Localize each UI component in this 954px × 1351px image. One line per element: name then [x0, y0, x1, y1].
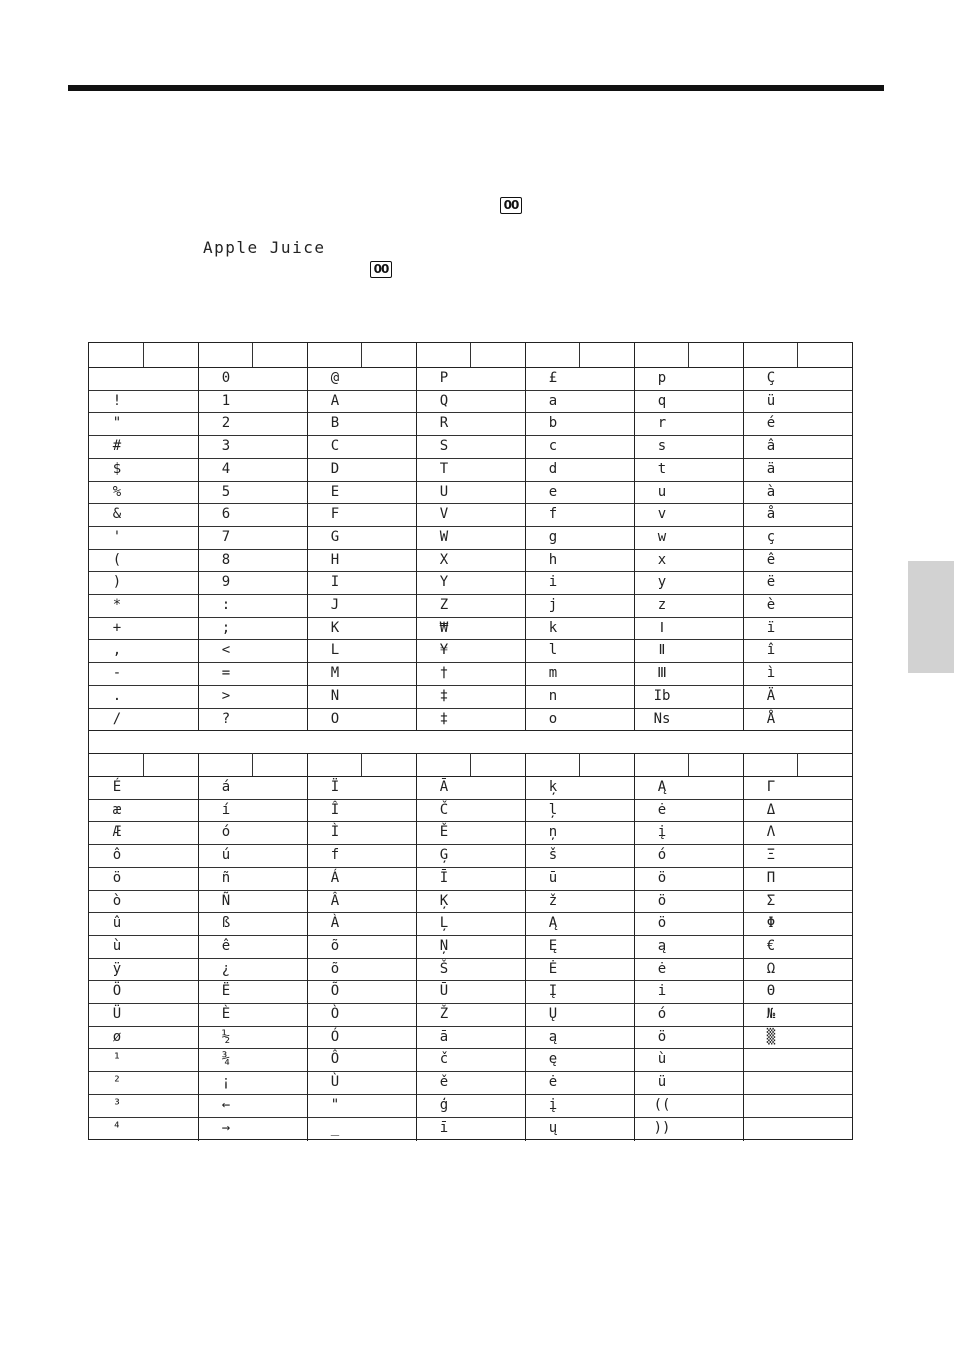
double-zero-key-icon: 00: [370, 261, 392, 278]
character-cell: L: [330, 642, 340, 659]
character-cell: ½: [221, 1028, 231, 1045]
character-cell: ⁴: [112, 1119, 122, 1136]
column-rule: [198, 343, 199, 730]
character-cell: Σ: [766, 892, 776, 909]
character-cell: €: [766, 937, 776, 954]
character-cell: č: [439, 1051, 449, 1068]
header-subrule: [688, 753, 689, 776]
character-cell: ▒: [766, 1028, 776, 1045]
character-cell: y: [657, 574, 667, 591]
row-rule: [89, 821, 852, 822]
character-cell: ą: [548, 1028, 558, 1045]
header-subrule: [143, 343, 144, 367]
character-cell: Π: [766, 869, 776, 886]
character-cell: ‡: [439, 710, 449, 727]
character-cell: Ė: [548, 960, 558, 977]
character-cell: 3: [221, 438, 231, 455]
character-cell: ě: [439, 1074, 449, 1091]
character-cell: Ķ: [439, 892, 449, 909]
row-rule: [89, 890, 852, 891]
character-cell: ß: [221, 915, 231, 932]
row-rule: [89, 549, 852, 550]
character-cell: a: [548, 392, 558, 409]
row-rule: [89, 958, 852, 959]
character-cell: Ò: [330, 1006, 340, 1022]
character-cell: ←: [221, 1096, 231, 1113]
header-subrule: [361, 343, 362, 367]
character-cell: ': [112, 528, 122, 545]
header-subrule: [470, 753, 471, 776]
character-cell: _: [330, 1119, 340, 1136]
row-rule: [89, 458, 852, 459]
row-rule: [89, 935, 852, 936]
section-tab: [908, 561, 954, 673]
character-cell: Ⅱ: [658, 642, 666, 659]
double-zero-key-icon: 00: [500, 197, 522, 214]
character-cell: ¾: [221, 1051, 231, 1068]
character-cell: B: [330, 415, 340, 432]
character-cell: F: [330, 506, 340, 523]
column-rule: [634, 753, 635, 1141]
character-cell: g: [548, 528, 558, 545]
character-cell: Ī: [439, 869, 449, 886]
header-subrule: [797, 343, 798, 367]
column-rule: [743, 343, 744, 730]
character-cell: È: [221, 1006, 231, 1022]
character-cell: ū: [548, 869, 558, 886]
character-cell: ç: [766, 528, 776, 545]
header-subrule: [143, 753, 144, 776]
character-cell: #: [112, 438, 122, 455]
character-cell: J: [330, 597, 340, 613]
character-cell: u: [657, 483, 667, 500]
row-rule: [89, 435, 852, 436]
character-cell: Ib: [653, 687, 671, 704]
row-rule: [89, 1048, 852, 1049]
character-cell: ü: [657, 1074, 667, 1091]
row-rule: [89, 503, 852, 504]
character-cell: ī: [439, 1119, 449, 1136]
header-subrule: [252, 753, 253, 776]
character-cell: ė: [548, 1074, 558, 1091]
character-cell: Ä: [766, 687, 776, 704]
character-cell: [751, 1117, 791, 1139]
character-cell: Õ: [330, 983, 340, 1000]
character-cell: №: [766, 1006, 776, 1022]
character-cell: 0: [221, 370, 231, 386]
character-cell: O: [330, 710, 340, 727]
header-subrule: [470, 343, 471, 367]
character-cell: A: [330, 392, 340, 409]
character-cell: ė: [657, 801, 667, 818]
character-cell: Ë: [221, 983, 231, 1000]
character-cell: À: [330, 915, 340, 932]
character-cell: >: [221, 687, 231, 704]
character-cell: į: [657, 824, 667, 841]
column-rule: [416, 753, 417, 1141]
character-cell: ė: [657, 960, 667, 977]
character-cell: Ģ: [439, 847, 449, 864]
character-cell: õ: [330, 937, 340, 954]
character-cell: 8: [221, 551, 231, 568]
character-cell: [751, 1094, 791, 1116]
row-rule: [89, 412, 852, 413]
character-cell: Â: [330, 892, 340, 909]
character-cell: 9: [221, 574, 231, 591]
character-cell: M: [330, 665, 340, 682]
character-cell: à: [766, 483, 776, 500]
character-cell: K: [330, 619, 340, 636]
character-cell: s: [657, 438, 667, 455]
row-rule: [89, 571, 852, 572]
character-cell: C: [330, 438, 340, 455]
character-cell: q: [657, 392, 667, 409]
character-cell: Å: [766, 710, 776, 727]
character-cell: Ñ: [221, 892, 231, 909]
character-cell: Ù: [330, 1074, 340, 1091]
character-cell: ķ: [548, 779, 558, 795]
character-cell: ö: [657, 915, 667, 932]
character-cell: k: [548, 619, 558, 636]
character-cell: P: [439, 370, 449, 386]
character-cell: å: [766, 506, 776, 523]
character-cell: n: [548, 687, 558, 704]
character-cell: ó: [657, 1006, 667, 1022]
character-cell: i: [548, 574, 558, 591]
character-cell: w: [657, 528, 667, 545]
character-cell: Ņ: [439, 937, 449, 954]
character-cell: h: [548, 551, 558, 568]
character-cell: @: [330, 370, 340, 386]
header-subrule: [797, 753, 798, 776]
row-rule: [89, 1003, 852, 1004]
column-rule: [416, 343, 417, 730]
character-cell: ): [112, 574, 122, 591]
character-cell: ä: [766, 460, 776, 477]
row-rule: [89, 1071, 852, 1072]
character-cell: ¥: [439, 642, 449, 659]
character-cell: I: [330, 574, 340, 591]
character-cell: ?: [221, 710, 231, 727]
character-cell: [97, 367, 137, 389]
character-cell: è: [766, 597, 776, 613]
section-rule: [89, 730, 852, 731]
character-cell: á: [221, 779, 231, 795]
character-cell: →: [221, 1119, 231, 1136]
character-cell: ¡: [221, 1074, 231, 1091]
character-cell: -: [112, 665, 122, 682]
character-cell: ā: [439, 1028, 449, 1045]
character-cell: 5: [221, 483, 231, 500]
row-rule: [89, 685, 852, 686]
character-cell: ,: [112, 642, 122, 659]
character-cell: ((: [653, 1096, 671, 1113]
character-cell: f: [548, 506, 558, 523]
character-cell: H: [330, 551, 340, 568]
character-cell: t: [657, 460, 667, 477]
character-cell: ë: [766, 574, 776, 591]
character-cell: Ě: [439, 824, 449, 841]
character-cell: ï: [766, 619, 776, 636]
character-cell: p: [657, 370, 667, 386]
character-cell: Į: [548, 983, 558, 1000]
header-subrule: [579, 343, 580, 367]
character-cell: ó: [657, 847, 667, 864]
row-rule: [89, 594, 852, 595]
character-cell: D: [330, 460, 340, 477]
character-cell: Ą: [657, 779, 667, 795]
character-cell: Á: [330, 869, 340, 886]
character-cell: 6: [221, 506, 231, 523]
row-rule: [89, 1117, 852, 1118]
row-rule: [89, 844, 852, 845]
character-cell: X: [439, 551, 449, 568]
character-cell: Z: [439, 597, 449, 613]
character-cell: o: [548, 710, 558, 727]
character-cell: î: [766, 642, 776, 659]
character-cell: ô: [112, 847, 122, 864]
character-cell: i: [657, 983, 667, 1000]
character-cell: Ž: [439, 1006, 449, 1022]
row-rule: [89, 526, 852, 527]
character-cell: 7: [221, 528, 231, 545]
character-cell: Ì: [330, 824, 340, 841]
character-cell: 2: [221, 415, 231, 432]
character-cell: ļ: [548, 801, 558, 818]
character-cell: ù: [112, 937, 122, 954]
character-cell: õ: [330, 960, 340, 977]
character-cell: ³: [112, 1096, 122, 1113]
character-cell: f: [330, 847, 340, 864]
character-cell: ž: [548, 892, 558, 909]
character-cell: S: [439, 438, 449, 455]
header-subrule: [688, 343, 689, 367]
character-cell: ¹: [112, 1051, 122, 1068]
character-cell: &: [112, 506, 122, 523]
character-cell: ö: [112, 869, 122, 886]
column-rule: [634, 343, 635, 730]
header-rule: [89, 367, 852, 368]
row-rule: [89, 1094, 852, 1095]
character-cell: e: [548, 483, 558, 500]
character-cell: [751, 1071, 791, 1093]
column-rule: [743, 753, 744, 1141]
character-cell: Ų: [548, 1006, 558, 1022]
column-rule: [307, 753, 308, 1141]
character-cell: ": [112, 415, 122, 432]
character-cell: ": [330, 1096, 340, 1113]
character-cell: d: [548, 460, 558, 477]
character-cell: ö: [657, 869, 667, 886]
character-cell: ó: [221, 824, 231, 841]
character-cell: ą: [657, 937, 667, 954]
character-cell: ÿ: [112, 960, 122, 977]
character-cell: <: [221, 642, 231, 659]
character-cell: [751, 1048, 791, 1070]
character-cell: ę: [548, 1051, 558, 1068]
character-cell: ù: [657, 1051, 667, 1068]
character-cell: É: [112, 779, 122, 795]
header-subrule: [252, 343, 253, 367]
character-cell: ₩: [439, 619, 449, 636]
character-cell: Ą: [548, 915, 558, 932]
character-cell: x: [657, 551, 667, 568]
character-cell: Ü: [112, 1006, 122, 1022]
character-cell: W: [439, 528, 449, 545]
character-cell: ‡: [439, 687, 449, 704]
character-cell: ñ: [221, 869, 231, 886]
character-cell: Ç: [766, 370, 776, 386]
character-cell: Γ: [766, 779, 776, 795]
character-cell: 4: [221, 460, 231, 477]
character-cell: ;: [221, 619, 231, 636]
character-cell: Ⅲ: [657, 665, 667, 682]
character-cell: z: [657, 597, 667, 613]
row-rule: [89, 617, 852, 618]
character-cell: /: [112, 710, 122, 727]
character-cell: *: [112, 597, 122, 613]
character-cell: Y: [439, 574, 449, 591]
character-cell: Ξ: [766, 847, 776, 864]
column-rule: [525, 343, 526, 730]
character-table: [88, 342, 853, 1140]
character-cell: ņ: [548, 824, 558, 841]
character-cell: â: [766, 438, 776, 455]
character-cell: Ô: [330, 1051, 340, 1068]
character-cell: !: [112, 392, 122, 409]
character-cell: š: [548, 847, 558, 864]
character-cell: j: [548, 597, 558, 613]
column-rule: [307, 343, 308, 730]
top-rule: [68, 85, 884, 91]
character-cell: .: [112, 687, 122, 704]
character-cell: T: [439, 460, 449, 477]
character-cell: r: [657, 415, 667, 432]
character-cell: û: [112, 915, 122, 932]
character-cell: ê: [221, 937, 231, 954]
character-cell: 1: [221, 392, 231, 409]
character-cell: m: [548, 665, 558, 682]
header-subrule: [361, 753, 362, 776]
character-cell: Θ: [766, 983, 776, 1000]
row-rule: [89, 639, 852, 640]
character-cell: ģ: [439, 1096, 449, 1113]
character-cell: ¿: [221, 960, 231, 977]
row-rule: [89, 708, 852, 709]
character-cell: +: [112, 619, 122, 636]
character-cell: ú: [221, 847, 231, 864]
character-cell: %: [112, 483, 122, 500]
character-cell: Ö: [112, 983, 122, 1000]
character-cell: Ó: [330, 1028, 340, 1045]
character-cell: E: [330, 483, 340, 500]
character-cell: ê: [766, 551, 776, 568]
character-cell: ö: [657, 1028, 667, 1045]
character-cell: Q: [439, 392, 449, 409]
character-cell: ü: [766, 392, 776, 409]
character-cell: Ū: [439, 983, 449, 1000]
character-cell: Ns: [653, 710, 671, 727]
character-cell: Č: [439, 801, 449, 818]
character-cell: Φ: [766, 915, 776, 932]
character-cell: į: [548, 1096, 558, 1113]
character-cell: Δ: [766, 801, 776, 818]
character-cell: (: [112, 551, 122, 568]
row-rule: [89, 799, 852, 800]
character-cell: ų: [548, 1119, 558, 1136]
row-rule: [89, 481, 852, 482]
character-cell: ò: [112, 892, 122, 909]
character-cell: Š: [439, 960, 449, 977]
character-cell: b: [548, 415, 558, 432]
character-cell: ì: [766, 665, 776, 682]
character-cell: R: [439, 415, 449, 432]
character-cell: $: [112, 460, 122, 477]
row-rule: [89, 662, 852, 663]
header-subrule: [579, 753, 580, 776]
character-cell: V: [439, 506, 449, 523]
character-cell: Λ: [766, 824, 776, 841]
example-text: Apple Juice: [203, 238, 326, 257]
character-cell: í: [221, 801, 231, 818]
character-cell: æ: [112, 801, 122, 818]
column-rule: [198, 753, 199, 1141]
character-cell: )): [653, 1119, 671, 1136]
character-cell: ö: [657, 892, 667, 909]
character-cell: U: [439, 483, 449, 500]
row-rule: [89, 1026, 852, 1027]
character-cell: Ā: [439, 779, 449, 795]
character-cell: Ę: [548, 937, 558, 954]
character-cell: ²: [112, 1074, 122, 1091]
character-cell: l: [548, 642, 558, 659]
character-cell: Ï: [330, 779, 340, 795]
character-cell: :: [221, 597, 231, 613]
column-rule: [525, 753, 526, 1141]
character-cell: Î: [330, 801, 340, 818]
character-cell: Ļ: [439, 915, 449, 932]
character-cell: G: [330, 528, 340, 545]
header-rule: [89, 776, 852, 777]
row-rule: [89, 390, 852, 391]
row-rule: [89, 980, 852, 981]
character-cell: †: [439, 665, 449, 682]
row-rule: [89, 867, 852, 868]
character-cell: =: [221, 665, 231, 682]
character-cell: Æ: [112, 824, 122, 841]
character-cell: Ω: [766, 960, 776, 977]
character-cell: v: [657, 506, 667, 523]
character-cell: c: [548, 438, 558, 455]
character-cell: ø: [112, 1028, 122, 1045]
character-cell: N: [330, 687, 340, 704]
character-cell: Ⅰ: [659, 619, 665, 636]
row-rule: [89, 912, 852, 913]
character-cell: é: [766, 415, 776, 432]
character-cell: £: [548, 370, 558, 386]
